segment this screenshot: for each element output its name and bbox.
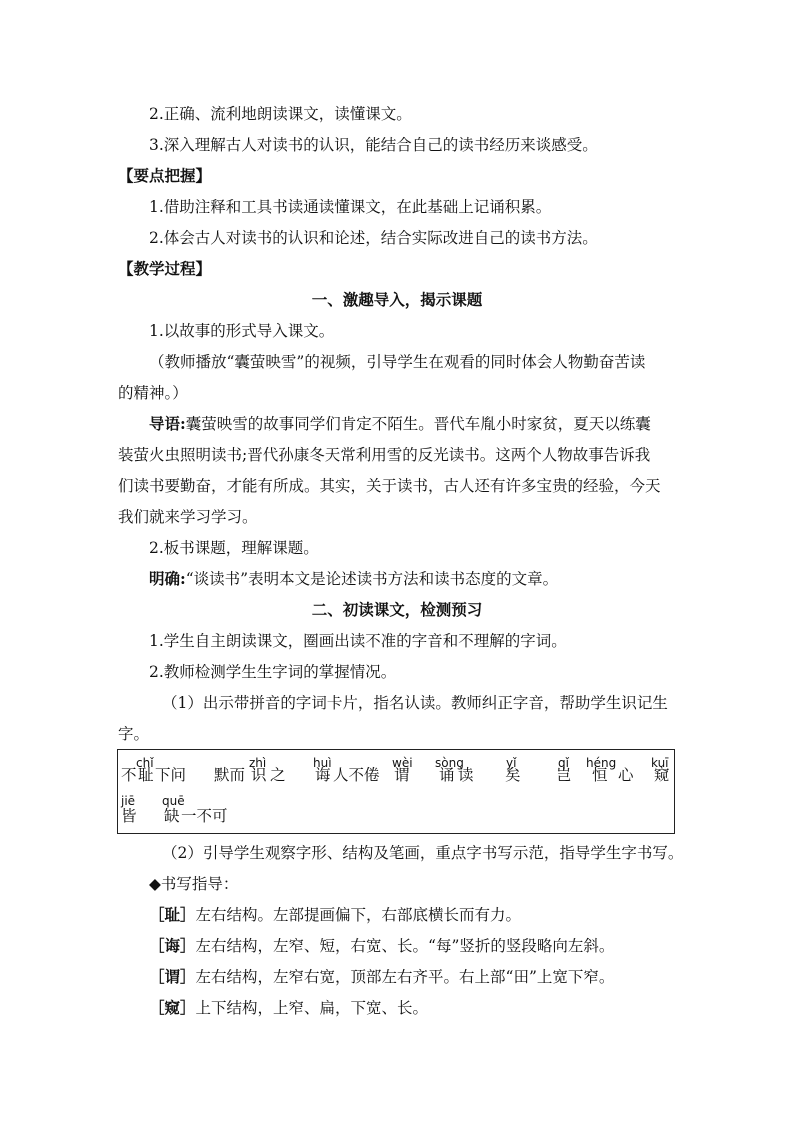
guide-text: 上下结构，上窄、扁，下宽、长。: [195, 999, 429, 1017]
intro-label: 导语:: [149, 414, 186, 433]
section1-title: 一、激趣导入，揭示课题: [311, 290, 483, 309]
section1-step1: 1.以故事的形式导入课文。: [149, 322, 335, 340]
section1-clarify: [149, 569, 558, 589]
card-word-song: 诵: [439, 766, 455, 784]
card-word-xiawen: 下问: [155, 766, 187, 784]
section1-intro-line3: 们读书要勤奋，才能有所成。其实，关于读书，古人还有许多宝贵的经验，今天: [118, 477, 661, 495]
card-word-hui: 诲: [315, 766, 331, 784]
guide-char: ［谓］: [149, 967, 196, 986]
guide-char: ［诲］: [149, 936, 196, 955]
objective-3: 3.深入理解古人对读书的认识，能结合自己的读书经历来谈感受。: [149, 136, 598, 154]
pinyin-qi: qǐ: [558, 756, 569, 770]
section2-sub1-line2: 字。: [118, 725, 150, 743]
card-word-wei: 谓: [394, 766, 410, 784]
section2-sub1-line1: （1）出示带拼音的字词卡片，指名认读。教师纠正字音，帮助学生识记生: [162, 694, 668, 712]
pinyin-zhi: zhì: [249, 756, 267, 770]
pinyin-kui: kuī: [651, 756, 669, 770]
card-word-qi: 岂: [556, 766, 572, 784]
key-point-2: 2.体会古人对读书的认识和论述，结合实际改进自己的读书方法。: [149, 229, 598, 247]
section1-intro-line2: 装萤火虫照明读书;晋代孙康冬天常利用雪的反光读书。这两个人物故事告诉我: [118, 446, 651, 464]
pinyin-jie: jiē: [121, 794, 136, 808]
process-heading: 【教学过程】: [118, 259, 212, 278]
card-word-moer: 默而: [214, 766, 246, 784]
pinyin-que: quē: [162, 794, 185, 808]
guide-item-wei: [149, 967, 614, 987]
guide-item-chi: [149, 905, 521, 925]
guide-text: 左右结构，左窄、短，右宽、长。“每”竖折的竖段略向左斜。: [195, 937, 615, 955]
objective-2: 2.正确、流利地朗读课文，读懂课文。: [149, 105, 412, 123]
guide-char: ［耻］: [149, 905, 196, 924]
card-word-heng: 恒: [592, 766, 608, 784]
section2-step1: 1.学生自主朗读课文，圈画出读不准的字音和不理解的字词。: [149, 632, 567, 650]
section2-step2: 2.教师检测学生生字词的掌握情况。: [149, 663, 397, 681]
card-word-chi: 耻: [138, 766, 154, 784]
section1-note-line1: （教师播放“囊萤映雪”的视频，引导学生在观看的同时体会人物勤奋苦读: [149, 353, 646, 371]
clarify-label: 明确:: [149, 569, 186, 588]
section2-sub2: （2）引导学生观察字形、结构及笔画，重点字书写示范，指导学生字书写。: [162, 844, 684, 862]
guide-char: ［窥］: [149, 998, 196, 1017]
guide-text: 左右结构，左窄右宽，顶部左右齐平。右上部“田”上宽下窄。: [195, 968, 615, 986]
guide-text: 左右结构。左部提画偏下，右部底横长而有力。: [195, 906, 522, 924]
section1-intro-line4: 我们就来学习学习。: [118, 508, 258, 526]
pinyin-word-card: [117, 749, 675, 834]
section1-step2: 2.板书课题，理解课题。: [149, 539, 319, 557]
guide-item-hui: [149, 936, 614, 956]
pinyin-yi: yǐ: [506, 756, 517, 770]
card-word-jie: 皆: [121, 807, 137, 825]
card-word-que: 缺: [164, 807, 180, 825]
writing-guide-heading: ◆书写指导：: [149, 875, 239, 893]
pinyin-wei: wèi: [392, 756, 413, 770]
card-word-bu: 不: [121, 766, 137, 784]
pinyin-heng: héng: [586, 756, 617, 770]
card-word-yibuke: 一不可: [181, 807, 228, 825]
card-word-kui: 窥: [654, 766, 670, 784]
card-word-xin: 心: [618, 766, 634, 784]
card-word-zhi: 识: [251, 766, 267, 784]
pinyin-chi: chǐ: [136, 756, 154, 770]
key-points-heading: 【要点把握】: [118, 166, 212, 185]
pinyin-song: sòng: [435, 756, 464, 770]
guide-item-kui: [149, 998, 428, 1018]
card-word-renbujuan: 人不倦: [333, 766, 380, 784]
clarify-text: “谈读书”表明本文是论述读书方法和读书态度的文章。: [185, 570, 559, 588]
section1-intro-line1: [149, 414, 651, 434]
card-word-yi: 矣: [505, 766, 521, 784]
pinyin-hui: huì: [313, 756, 332, 770]
card-word-du: 读: [458, 766, 474, 784]
section1-note-line2: 的精神。）: [118, 384, 188, 402]
section2-title: 二、初读课文，检测预习: [311, 600, 483, 619]
key-point-1: 1.借助注释和工具书读通读懂课文，在此基础上记诵积累。: [149, 198, 552, 216]
intro-text: 囊萤映雪的故事同学们肯定不陌生。晋代车胤小时家贫，夏天以练囊: [185, 415, 651, 433]
card-word-zhi2: 之: [270, 766, 286, 784]
